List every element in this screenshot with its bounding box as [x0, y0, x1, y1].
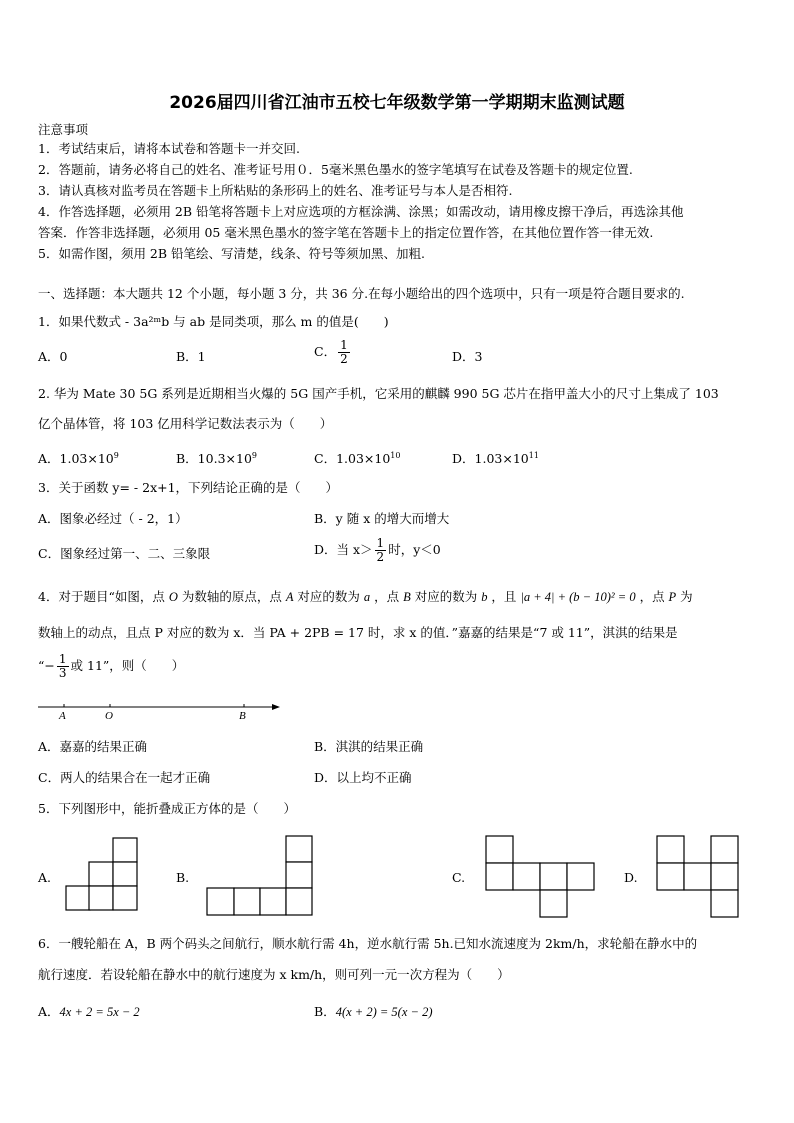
text: ，点 [370, 589, 404, 604]
q4-stem-line3 [38, 653, 184, 680]
var: B [403, 590, 411, 604]
q4-option-c: C．两人的结果合在一起才正确 [38, 770, 211, 785]
q6-stem-line1: 6．一艘轮船在 A，B 两个码头之间航行，顺水航行需 4h，逆水航行需 5h.已知水流速度为 2km/h，求轮船在静水中的 [38, 936, 698, 951]
option-label: C． [314, 344, 337, 359]
q2-stem-line2: 亿个晶体管，将 103 亿用科学记数法表示为（ ） [38, 416, 333, 431]
q3-option-b: B．y 随 x 的增大而增大 [314, 511, 450, 526]
q4-option-a: A．嘉嘉的结果正确 [38, 739, 148, 754]
option-label: A． [38, 1004, 60, 1019]
option-text: 时，y＜0 [388, 542, 441, 557]
q1-stem: 1．如果代数式 - 3a²ᵐb 与 ab 是同类项，那么 m 的值是( ) [38, 314, 389, 329]
notice-item: 答案．作答非选择题，必须用 05 毫米黑色墨水的签字笔在答题卡上的指定位置作答，在其他位置作答一律无效. [38, 225, 654, 240]
numerator: 1 [376, 536, 385, 550]
option-label: B． [314, 1004, 336, 1019]
numerator: 1 [340, 338, 348, 352]
q2-option-c [314, 447, 400, 468]
notice-item: 5．如需作图，须用 2B 铅笔绘、写清楚，线条、符号等须加黑、加粗. [38, 246, 426, 261]
q4-option-d: D．以上均不正确 [314, 770, 412, 785]
number-line-figure [36, 700, 286, 724]
q2-stem-line1: 2. 华为 Mate 30 5G 系列是近期相当火爆的 5G 国产手机，它采用的麒麟 990 5G 芯片在指甲盖大小的尺寸上集成了 103 [38, 386, 719, 401]
option-text: B．10.3×10 [176, 451, 252, 467]
notice-item: 1．考试结束后，请将本试卷和答题卡一并交回. [38, 141, 300, 156]
notice-heading: 注意事项 [38, 122, 89, 137]
q3-option-d [314, 537, 441, 564]
q6-option-b [314, 1003, 433, 1021]
text: “− [38, 658, 55, 673]
q1-option-a: A．0 [38, 349, 68, 364]
text: 对应的数为 [410, 589, 482, 604]
q5-net-c [485, 835, 597, 919]
exponent: 10 [390, 451, 401, 460]
fraction [57, 653, 69, 680]
q4-stem-line1 [38, 588, 693, 606]
q5-option-b-label: B. [176, 870, 190, 885]
arrow-head-icon [272, 704, 280, 710]
q3-option-c: C．图象经过第一、二、三象限 [38, 546, 211, 561]
text: 对应的数为 [293, 589, 364, 604]
equation: 4(x + 2) = 5(x − 2) [335, 1005, 433, 1019]
numerator: 1 [58, 652, 67, 666]
exponent: 9 [113, 451, 119, 460]
notice-item: 3．请认真核对监考员在答题卡上所粘贴的条形码上的姓名、准考证号与本人是否相符. [38, 183, 513, 198]
q5-stem: 5．下列图形中，能折叠成正方体的是（ ） [38, 801, 296, 816]
var: A [285, 590, 294, 604]
q5-net-a [65, 837, 139, 911]
option-text: D．1.03×10 [452, 451, 529, 467]
page-title: 2026届四川省江油市五校七年级数学第一学期期末监测试题 [169, 93, 625, 113]
option-text: D．当 x＞ [314, 542, 373, 557]
q4-stem-line2: 数轴上的动点，且点 P 对应的数为 x．当 PA + 2PB = 17 时，求 x 的值．”嘉嘉的结果是“7 或 11”，淇淇的结果是 [38, 625, 678, 640]
fraction [375, 537, 387, 564]
q2-option-b [176, 447, 257, 468]
equation: 4x + 2 = 5x − 2 [59, 1005, 140, 1019]
var: O [168, 590, 178, 604]
text: 或 11”，则（ ） [70, 658, 185, 673]
var: a [363, 590, 371, 604]
denominator: 2 [376, 550, 385, 564]
var: P [668, 590, 677, 604]
text: 为数轴的原点，点 [177, 589, 286, 604]
q3-stem: 3．关于函数 y= - 2x+1，下列结论正确的是（ ） [38, 480, 339, 495]
text: ，且 [487, 589, 521, 604]
q6-option-a [38, 1003, 140, 1021]
text: ，点 [635, 589, 669, 604]
point-label-a: A [59, 710, 66, 722]
q4-option-b: B．淇淇的结果正确 [314, 739, 424, 754]
point-label-b: B [239, 710, 246, 722]
q2-option-a [38, 447, 119, 468]
var: b [481, 590, 488, 604]
q5-option-d-label: D. [624, 870, 638, 885]
q1-option-c [314, 339, 352, 366]
q5-net-d [656, 835, 740, 919]
section-heading: 一、选择题：本大题共 12 个小题，每小题 3 分，共 36 分.在每小题给出的四个选项中，只有一项是符合题目要求的. [38, 286, 685, 301]
q3-option-a: A．图象必经过（ - 2，1） [38, 511, 188, 526]
text: 为 [676, 589, 693, 604]
option-text: A．1.03×10 [38, 451, 114, 467]
q5-option-a-label: A. [38, 870, 52, 885]
q6-stem-line2: 航行速度．若设轮船在静水中的航行速度为 x km/h，则可列一元一次方程为（ ） [38, 967, 510, 982]
q5-net-b [206, 835, 314, 917]
denominator: 3 [58, 666, 67, 680]
option-text: C．1.03×10 [314, 451, 391, 467]
q1-option-b: B．1 [176, 349, 206, 364]
notice-item: 4．作答选择题，必须用 2B 铅笔将答题卡上对应选项的方框涂满、涂黑；如需改动，请用橡皮擦干净后，再选涂其他 [38, 204, 684, 219]
q1-option-d: D．3 [452, 349, 483, 364]
notice-item: 2．答题前，请务必将自己的姓名、准考证号用０．5毫米黑色墨水的签字笔填写在试卷及答题卡的规定位置. [38, 162, 633, 177]
q2-option-d [452, 447, 539, 468]
text: 4．对于题目“如图，点 [38, 589, 169, 604]
point-label-o: O [105, 710, 113, 722]
denominator: 2 [340, 352, 348, 366]
equation: |a + 4| + (b − 10)² = 0 [520, 590, 636, 604]
exponent: 11 [528, 451, 539, 460]
q5-option-c-label: C. [452, 870, 466, 885]
fraction [338, 339, 350, 366]
exponent: 9 [251, 451, 257, 460]
